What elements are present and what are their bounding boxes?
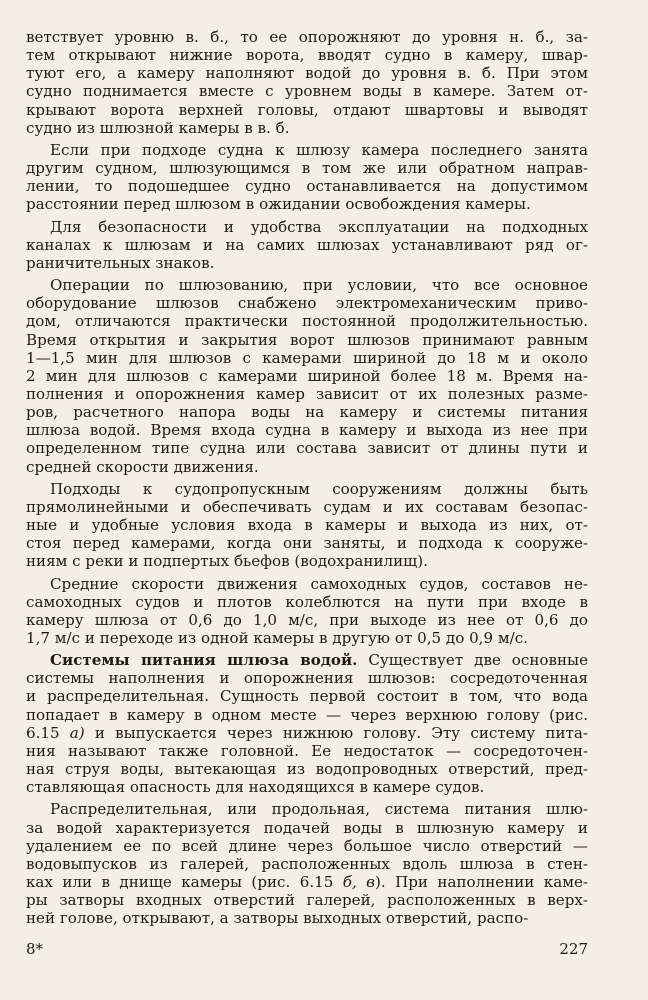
text-line: Для безопасности и удобства эксплуатации на подходных — [50, 217, 588, 236]
text-line: ветствует уровню в. б., то ее опорожняют до уровня н. б., за- — [26, 28, 588, 46]
paragraph — [26, 276, 588, 476]
text-line: прямолинейными и обеспечивать судам и их составам безопас- — [26, 497, 588, 516]
text-line: за водой характеризуется подачей воды в шлюзную камеру и — [26, 818, 588, 837]
text-line: ная струя воды, вытекающая из водопроводных отверстий, пред- — [26, 760, 588, 779]
text-line: судно поднимается вместе с уровнем воды в камере. Затем от- — [26, 82, 588, 101]
text-line: Если при подходе судна к шлюзу камера последнего занята — [50, 140, 588, 159]
figure-letter: а) — [69, 723, 85, 742]
text-line: расстоянии перед шлюзом в ожидании освобождения камеры. — [26, 195, 531, 214]
text-line: ные и удобные условия входа в камеры и выхода из них, от- — [26, 516, 588, 535]
text-line: самоходных судов и плотов колеблются на пути при входе в — [26, 592, 588, 611]
text-line: оборудование шлюзов снабжено электромеханическим приво- — [26, 294, 588, 313]
text-line: Подходы к судопропускным сооружениям должны быть — [50, 479, 588, 498]
figure-letter: б, в — [342, 873, 375, 892]
text-line: ров, расчетного напора воды на камеру и системы питания — [26, 403, 588, 422]
text-line: Время открытия и закрытия ворот шлюзов принимают равным — [26, 330, 588, 349]
text-line: 6.15 а) и выпускается через нижнюю голову. Эту систему пита- — [26, 723, 588, 742]
text-line: определенном типе судна или состава зависит от длины пути и — [26, 439, 588, 458]
paragraph — [26, 218, 588, 272]
section-run-in-heading: Системы питания шлюза водой. — [50, 651, 358, 670]
text-line: шлюза водой. Время входа судна в камеру и выхода из нее при — [26, 421, 588, 440]
text-line: ния называют также головной. Ее недостаток — сосредоточен- — [26, 741, 588, 760]
paragraph — [26, 28, 588, 137]
text-line: ставляющая опасность для находящихся в камере судов. — [26, 778, 485, 797]
text-line: другим судном, шлюзующимся в том же или обратном направ- — [26, 159, 588, 178]
text-line: и распределительная. Сущность первой состоит в том, что вода — [26, 687, 588, 706]
text-line: Средние скорости движения самоходных судов, составов не- — [50, 574, 588, 593]
signature-mark: 8* — [26, 940, 44, 958]
paragraph — [26, 800, 588, 927]
text-line: дом, отличаются практически постоянной продолжительностью. — [26, 312, 588, 331]
text-line: полнения и опорожнения камер зависит от их полезных разме- — [26, 384, 588, 403]
paragraph — [26, 575, 588, 648]
text-line: камеру шлюза от 0,6 до 1,0 м/с, при выходе из нее от 0,6 до — [26, 610, 588, 629]
text-line: крывают ворота верхней головы, отдают швартовы и выводят — [26, 100, 588, 119]
text-line: 1,7 м/с и переходе из одной камеры в другую от 0,5 до 0,9 м/с. — [26, 629, 528, 647]
text-line: средней скорости движения. — [26, 457, 259, 476]
text-line: каналах к шлюзам и на самих шлюзах устанавливают ряд ог- — [26, 235, 588, 254]
text-line: судно из шлюзной камеры в в. б. — [26, 118, 290, 137]
text-line: водовыпусков из галерей, расположенных вдоль шлюза в стен- — [26, 854, 588, 873]
paragraph — [26, 480, 588, 571]
page-text — [26, 28, 588, 928]
paragraph — [26, 141, 588, 214]
text-line: ней голове, открывают, а затворы выходных отверстий, распо- — [26, 909, 529, 928]
text-line: ках или в днище камеры (рис. 6.15 б, в). При наполнении каме- — [26, 873, 589, 892]
text-line: тем открывают нижние ворота, вводят судно в камеру, швар- — [26, 46, 588, 65]
text-line: системы наполнения и опорожнения шлюзов: сосредоточенная — [26, 669, 588, 688]
text-line: лении, то подошедшее судно останавливается на допустимом — [26, 177, 588, 196]
text-line: удалением ее по всей длине через большое число отверстий — — [26, 836, 588, 855]
text-line: Распределительная, или продольная, система питания шлю- — [50, 800, 588, 819]
text-line: 1—1,5 мин для шлюзов с камерами шириной до 18 м и около — [26, 348, 588, 367]
text-line: ниям с реки и подпертых бьефов (водохранилищ). — [26, 552, 428, 571]
paragraph — [26, 651, 588, 796]
text-line: ры затворы входных отверстий галерей, расположенных в верх- — [26, 891, 588, 910]
text-line: Системы питания шлюза водой. Существует две основные — [50, 651, 588, 670]
text-line: раничительных знаков. — [26, 253, 215, 272]
text-line: 2 мин для шлюзов с камерами шириной более 18 м. Время на- — [26, 366, 588, 385]
text-line: Операции по шлюзованию, при условии, что все основное — [50, 276, 588, 295]
page-number: 227 — [559, 940, 588, 958]
text-line: попадает в камеру в одном месте — через верхнюю голову (рис. — [26, 705, 588, 724]
page-footer — [26, 940, 588, 958]
text-line: стоя перед камерами, когда они заняты, и подхода к сооруже- — [26, 534, 588, 553]
text-line: туют его, а камеру наполняют водой до уровня в. б. При этом — [26, 64, 588, 83]
